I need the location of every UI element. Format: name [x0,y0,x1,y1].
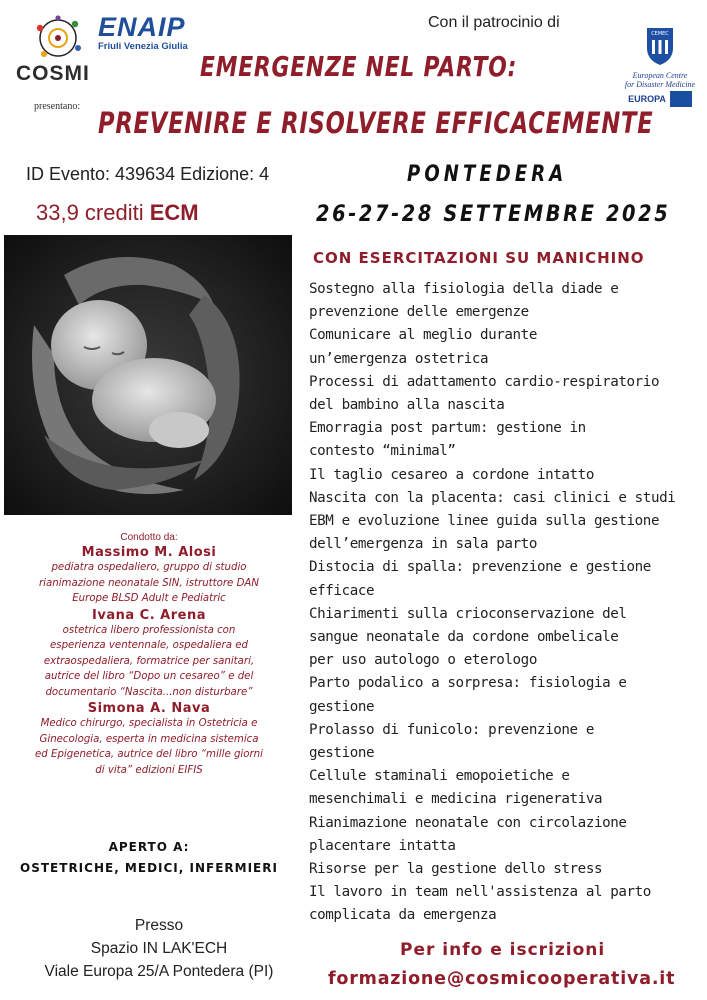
speaker-description [4,623,294,701]
topic-line: complicata da emergenza [309,907,497,924]
topic-line: un’emergenza ostetrica [309,350,489,367]
topic-line: contesto “minimal” [309,443,456,460]
ecm-credits [36,200,199,226]
topics-list [309,278,705,928]
speaker-desc-line: autrice del libro “Dopo un cesareo” e del [44,671,254,682]
europa-logo-text: EUROPA [628,94,666,104]
venue-name: Spazio IN LAK'ECH [90,940,228,957]
topic-line: EBM e evoluzione linee guida sulla gestione [309,513,660,530]
topic-line: dell’emergenza in sala parto [309,536,537,553]
page-title-line1: EMERGENZE NEL PARTO: [200,50,518,83]
speaker-desc-line: ed Epigenetica, autrice del libro “mille giorni [35,749,263,760]
topic-line: Chiarimenti sulla crioconservazione del [309,605,627,622]
topic-line: Cellule staminali emopoietiche e [309,768,570,785]
topic-line: Prolasso di funicolo: prevenzione e [309,721,594,738]
cosmi-logo-text: COSMI [16,62,90,85]
topic-line: Risorse per la gestione dello stress [309,861,603,878]
speaker-desc-line: extraospedaliera, formatrice per sanitari, [43,655,255,667]
topic-line: Sostegno alla fisiologia della diade e [309,281,619,297]
enaip-subtitle: Friuli Venezia Giulia [98,41,188,52]
topic-line: prevenzione delle emergenze [309,304,529,321]
event-dates: 26-27-28 SETTEMBRE 2025 [316,202,671,227]
cemec-text-2: for Disaster Medicine [624,80,696,89]
event-subtitle: CON ESERCITAZIONI SU MANICHINO [313,249,645,267]
audience-label: APERTO A: [108,840,190,854]
newborn-photo-illustration [4,235,292,515]
venue-section [4,914,314,983]
topic-line: Emorragia post partum: gestione in [309,420,586,437]
cemec-logo [618,26,702,107]
cosmi-orbit-icon [28,14,88,66]
speaker-name: Ivana C. Arena [92,607,206,623]
topic-line: Processi di adattamento cardio-respiratorio [309,373,660,390]
speaker-name: Simona A. Nava [87,701,211,716]
topic-line: Distocia di spalla: prevenzione e gestione [309,559,651,576]
newborn-hands-photo [4,235,292,515]
topic-line: mesenchimali e medicina rigenerativa [309,791,603,808]
svg-text:CEMEC: CEMEC [651,31,669,37]
speaker-desc-line: Ginecologia, esperta in medicina sistemica [39,733,259,745]
topic-line: gestione [309,745,375,762]
topic-line: Comunicare al meglio durante [309,327,537,344]
audience-section [4,840,294,875]
speaker-desc-line: documentario “Nascita...non disturbare” [45,686,253,698]
audience-list: OSTETRICHE, MEDICI, INFERMIERI [20,861,278,875]
speaker-description [4,560,294,607]
speaker-desc-line: Medico chirurgo, specialista in Ostetricia e [40,718,258,729]
venue-label: Presso [134,917,184,934]
topic-line: sangue neonatale da cordone ombelicale [309,629,619,646]
page-title-line2: PREVENIRE E RISOLVERE EFFICACEMENTE [98,106,654,140]
speaker-desc-line: ostetrica libero professionista con [62,624,236,636]
cemec-text-1: European Centre [632,71,688,80]
speaker-desc-line: rianimazione neonatale SIN, istruttore DAN [38,577,260,589]
speaker-desc-line: esperienza ventennale, ospedaliera ed [50,640,248,651]
topic-line: Parto podalico a sorpresa: fisiologia e [309,675,627,692]
enaip-logo [98,12,188,52]
council-of-europe-icon [670,91,692,107]
topic-line: per uso autologo o eterologo [309,652,537,669]
speaker-desc-line: di vita” edizioni EIFIS [95,764,203,776]
contact-email[interactable]: formazione@cosmicooperativa.it [328,969,676,989]
speakers-heading: Condotto da: [120,532,178,543]
ecm-credits-value: 33,9 crediti [36,200,150,225]
venue-address: Viale Europa 25/A Pontedera (PI) [44,963,274,980]
topic-line: Rianimazione neonatale con circolazione [309,814,627,831]
presentano-label: presentano: [34,101,81,112]
enaip-logo-text: ENAIP [98,12,186,42]
ecm-label: ECM [149,200,199,225]
speaker-desc-line: Europe BLSD Adult e Pediatric [72,593,226,604]
cemec-shield-icon [645,26,675,66]
event-city: PONTEDERA [407,162,568,187]
topic-line: placentare intatta [309,837,456,854]
patrocinio-label: Con il patrocinio di [428,14,560,31]
speaker-name: Massimo M. Alosi [81,545,217,560]
topic-line: del bambino alla nascita [309,397,505,414]
topic-line: efficace [309,582,375,599]
topic-line: gestione [309,698,375,715]
topic-line: Nascita con la placenta: casi clinici e studi [309,489,676,506]
event-id: ID Evento: 439634 Edizione: 4 [26,164,270,184]
topic-line: Il taglio cesareo a cordone intatto [309,466,594,483]
speaker-description [4,716,294,778]
contact-heading: Per info e iscrizioni [400,940,606,960]
topic-line: Il lavoro in team nell'assistenza al parto [309,884,651,901]
speaker-desc-line: pediatra ospedaliero, gruppo di studio [51,562,247,573]
speakers-section [4,532,294,778]
